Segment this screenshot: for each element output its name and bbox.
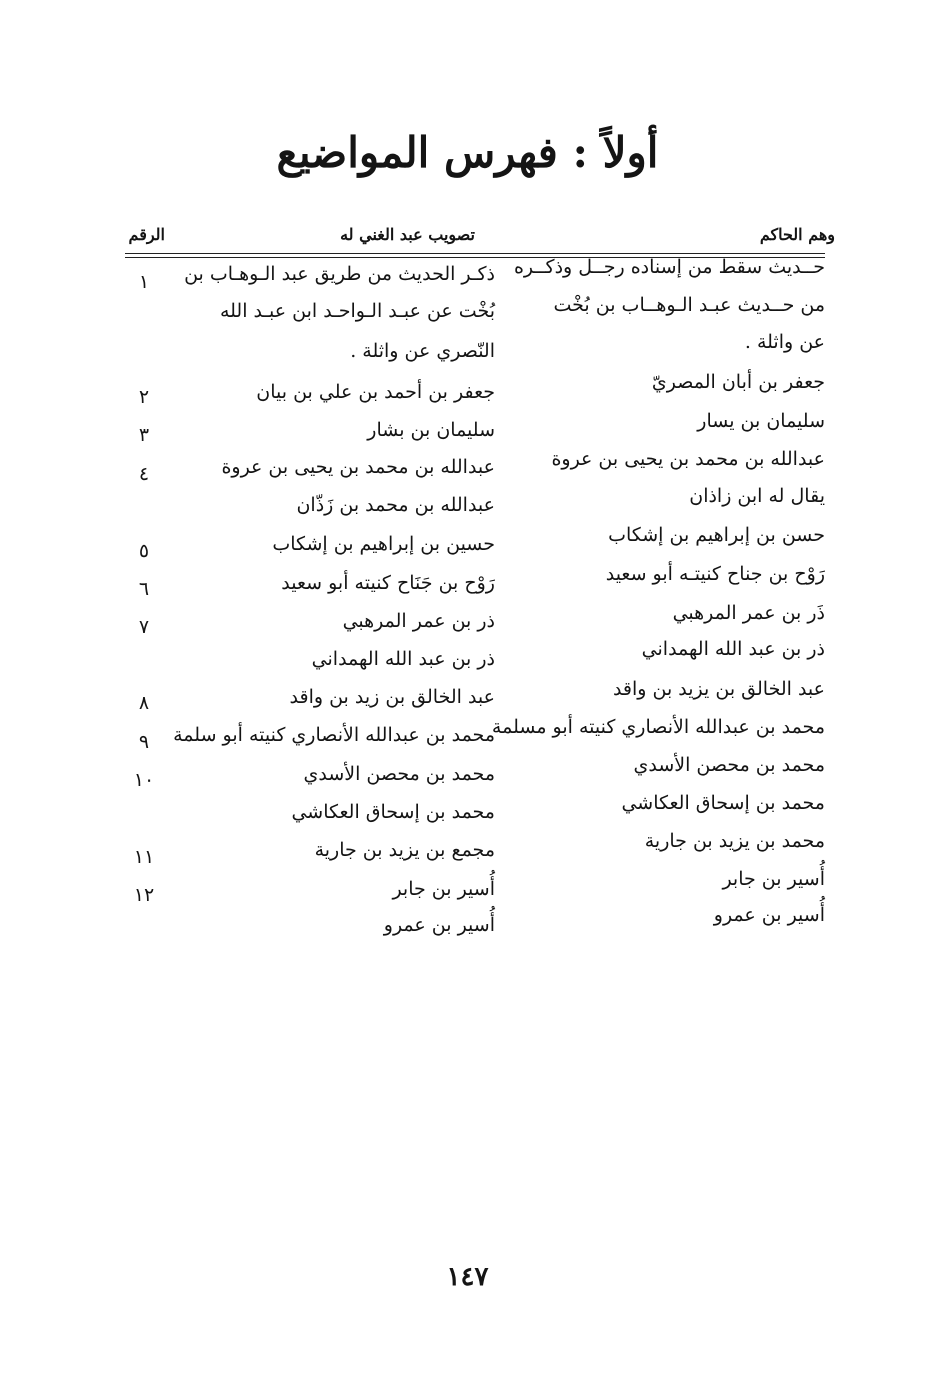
entry-number: ١١ [133,846,155,868]
wahm-line: ذر بن عبد الله الهمداني [641,638,825,660]
wahm-line: حــديث سقط من إسناده رجــل وذكــره [513,256,825,278]
entry-number: ٣ [138,424,150,446]
wahm-line: أُسير بن عمرو [713,904,825,926]
taswib-line: مجمع بن يزيد بن جارية [314,839,495,861]
page-title: أولاً : فهرس المواضيع [276,128,659,177]
wahm-line: عبدالله بن محمد بن يحيى بن عروة [551,448,825,470]
taswib-line: سليمان بن بشار [367,419,495,441]
wahm-line: حسن بن إبراهيم بن إشكاب [608,524,825,546]
taswib-line: ذر بن عمر المرهبي [342,610,495,632]
taswib-line: أُسير بن جابر [392,878,495,900]
taswib-line: عبدالله بن محمد بن يحيى بن عروة [221,456,495,478]
header-wahm: وهم الحاكم [759,225,835,244]
wahm-line: عن واثلة . [744,331,825,353]
entry-number: ٧ [138,616,150,638]
taswib-line: النّصري عن واثلة . [350,340,495,362]
wahm-line: يقال له ابن زاذان [689,485,825,507]
wahm-line: من حــديث عبـد الـوهــاب بن بُخْت [553,294,825,316]
taswib-line: عبدالله بن محمد بن زَذّان [296,494,495,516]
entry-number: ٥ [138,540,150,562]
entry-number: ٤ [138,463,150,485]
entry-number: ٩ [138,731,150,753]
taswib-line: جعفر بن أحمد بن علي بن بيان [256,381,495,403]
wahm-line: سليمان بن يسار [697,410,825,432]
wahm-line: رَوْح بن جناح كنيتـه أبو سعيد [605,563,825,585]
wahm-line: ذَر بن عمر المرهبي [672,602,825,624]
taswib-line: ذر بن عبد الله الهمداني [311,648,495,670]
entry-number: ٦ [138,578,150,600]
taswib-line: محمد بن محصن الأسدي [303,763,495,785]
taswib-line: بُخْت عن عبـد الـواحـد ابن عبـد الله [219,300,495,322]
wahm-line: محمد بن عبدالله الأنصاري كنيته أبو مسلمة [491,716,825,738]
entry-number: ١ [138,271,150,293]
wahm-line: جعفر بن أبان المصريّ [651,371,825,393]
taswib-line: محمد بن إسحاق العكاشي [291,801,495,823]
wahm-line: أُسير بن جابر [722,868,825,890]
taswib-line: ذكـر الحديث من طريق عبد الـوهـاب بن [184,263,495,285]
page-number: ١٤٧ [446,1262,489,1292]
wahm-line: عبد الخالق بن يزيد بن واقد [612,678,825,700]
wahm-line: محمد بن إسحاق العكاشي [621,792,825,814]
taswib-line: عبد الخالق بن زيد بن واقد [289,686,495,708]
entry-number: ١٢ [133,884,155,906]
wahm-line: محمد بن محصن الأسدي [633,754,825,776]
taswib-line: حسين بن إبراهيم بن إشكاب [272,533,495,555]
header-taswib: تصويب عبد الغني له [340,225,475,244]
taswib-line: محمد بن عبدالله الأنصاري كنيته أبو سلمة [173,724,495,746]
entry-number: ٨ [138,692,150,714]
entry-number: ٢ [138,386,150,408]
taswib-line: أُسير بن عمرو [383,914,495,936]
header-raqm: الرقم [128,225,165,244]
taswib-line: رَوْح بن جَنَاح كنيته أبو سعيد [281,572,495,594]
wahm-line: محمد بن يزيد بن جارية [644,830,825,852]
entry-number: ١٠ [133,769,155,791]
